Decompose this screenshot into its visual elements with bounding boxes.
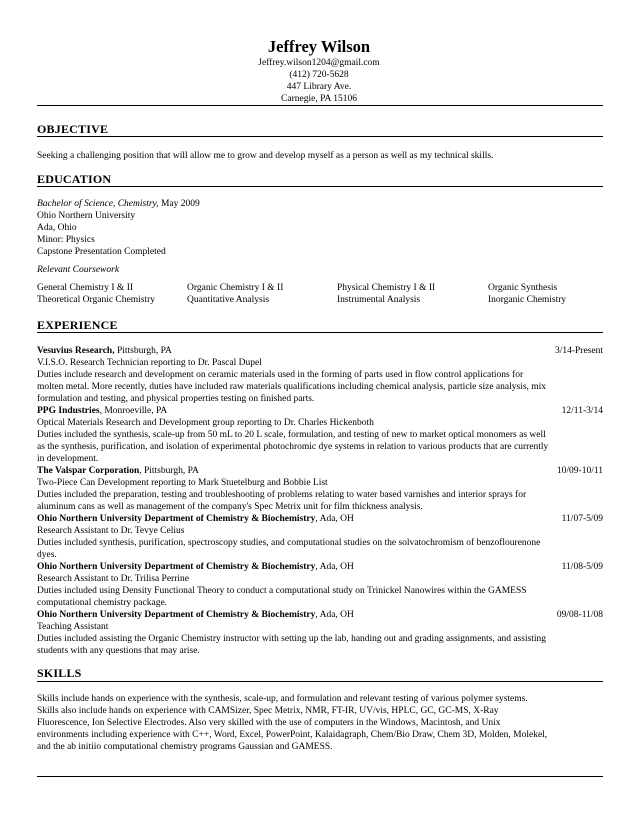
job-desc-line: Duties included synthesis, purification, spectroscopy studies, and computational studies on the solvatochromism of benzoflourenone — [37, 538, 541, 548]
job-desc-line: students with any questions that may arise. — [37, 646, 200, 656]
contact-phone: (412) 720-5628 — [289, 70, 349, 80]
job-desc-line: Duties included assisting the Organic Chemistry instructor with setting up the lab, handing out and grading assignments, and assisting — [37, 634, 547, 644]
coursework-title: Relevant Coursework — [37, 265, 120, 275]
job-entry — [37, 513, 603, 561]
job-desc-line: Duties included the synthesis, scale-up from 50 mL to 20 L scale, formulation, and testing of new to market optical monomers as well — [37, 430, 546, 440]
minor: Minor: Physics — [37, 235, 95, 245]
job-entry — [37, 465, 603, 513]
course-item: Inorganic Chemistry — [488, 295, 567, 305]
job-location: , Ada, OH — [315, 610, 354, 620]
course-item: Organic Chemistry I & II — [187, 283, 284, 293]
contact-city: Carnegie, PA 15106 — [281, 94, 357, 104]
degree-title: Bachelor of Science, Chemistry, — [37, 199, 159, 209]
school-location: Ada, Ohio — [37, 223, 77, 233]
job-header — [37, 405, 603, 417]
job-role: Research Assistant to Dr. Trilisa Perrine — [37, 574, 189, 584]
job-employer: Vesuvius Research, — [37, 346, 115, 356]
course-item: General Chemistry I & II — [37, 283, 134, 293]
job-date: 11/08-5/09 — [561, 562, 603, 572]
job-role: Teaching Assistant — [37, 622, 109, 632]
contact-block — [0, 57, 638, 105]
skills-line: environments including experience with C++, Word, Excel, PowerPoint, Kalaidagraph, Chem/Bio Draw, Chem 3D, Molden, Molekel, — [37, 730, 548, 740]
job-desc-line: as the synthesis, purification, and isolation of experimental photochromic dye systems in relation to various products that are currently — [37, 442, 549, 452]
job-desc-line: Duties included using Density Functional Theory to conduct a computational study on Trinickel Nanowires within the GAMESS — [37, 586, 527, 596]
education-block — [37, 198, 603, 276]
education-divider — [37, 186, 603, 187]
candidate-name: Jeffrey Wilson — [267, 37, 371, 56]
job-employer: Ohio Northern University Department of Chemistry & Biochemistry — [37, 562, 316, 572]
header-divider — [37, 105, 603, 106]
job-location: Pittsburgh, PA — [114, 346, 172, 356]
job-entry — [37, 405, 603, 465]
course-row — [37, 294, 603, 306]
job-desc-line: in development. — [37, 454, 99, 464]
job-employer: Ohio Northern University Department of Chemistry & Biochemistry — [37, 610, 316, 620]
job-role: Two-Piece Can Development reporting to Mark Stuetelburg and Bobbie List — [37, 478, 328, 488]
job-employer: PPG Industries — [37, 406, 100, 416]
coursework-grid — [37, 282, 603, 306]
experience-title: EXPERIENCE — [37, 318, 118, 332]
school-name: Ohio Northern University — [37, 211, 136, 221]
skills-title: SKILLS — [37, 666, 82, 680]
experience-block — [37, 345, 603, 657]
job-entry — [37, 345, 603, 405]
job-desc-line: formulation and testing, and physical properties testing on finished parts. — [37, 394, 315, 404]
objective-text — [37, 150, 603, 162]
job-date: 10/09-10/11 — [556, 466, 603, 476]
job-desc-line: Duties include research and development on ceramic materials used in the forming of parts used in flow control applications for — [37, 370, 524, 380]
job-location: , Ada, OH — [315, 514, 354, 524]
job-employer: Ohio Northern University Department of Chemistry & Biochemistry — [37, 514, 316, 524]
contact-address: 447 Library Ave. — [286, 82, 352, 92]
experience-divider — [37, 332, 603, 333]
skills-line: Skills also include hands on experience with CAMSizer, Spec Metrix, NMR, FT-IR, UV/vis, HPLC, GC, GC-MS, X-Ray — [37, 706, 499, 716]
skills-line: Skills include hands on experience with the synthesis, scale-up, and formulation and relevant testing of various polymer systems. — [37, 694, 528, 704]
job-location: , Pittsburgh, PA — [139, 466, 199, 476]
skills-line: and the ab initiio computational chemistry programs Gaussian and GAMESS. — [37, 742, 333, 752]
job-header — [37, 465, 603, 477]
course-item: Quantitative Analysis — [187, 295, 270, 305]
degree-line — [37, 198, 603, 210]
contact-email: Jeffrey.wilson1204@gmail.com — [258, 58, 380, 68]
job-desc-line: dyes. — [37, 550, 57, 560]
job-header — [37, 561, 603, 573]
capstone: Capstone Presentation Completed — [37, 247, 166, 257]
course-item: Instrumental Analysis — [337, 295, 421, 305]
job-header — [37, 609, 603, 621]
job-date: 09/08-11/08 — [556, 610, 603, 620]
job-location: , Monroeville, PA — [99, 406, 168, 416]
course-item: Organic Synthesis — [488, 283, 558, 293]
job-employer: The Valspar Corporation — [37, 466, 140, 476]
job-desc-line: molten metal. More recently, duties have included raw materials qualifications including chemical analysis, particle size analysis, mix — [37, 382, 547, 392]
course-item: Physical Chemistry I & II — [337, 283, 436, 293]
skills-divider — [37, 681, 603, 682]
objective-divider — [37, 136, 603, 137]
job-date: 11/07-5/09 — [561, 514, 603, 524]
course-item: Theoretical Organic Chemistry — [37, 295, 156, 305]
job-role: Optical Materials Research and Development group reporting to Dr. Charles Hickenboth — [37, 418, 374, 428]
education-title: EDUCATION — [37, 172, 112, 186]
course-row — [37, 282, 603, 294]
degree-date: May 2009 — [161, 199, 200, 209]
job-header — [37, 345, 603, 357]
objective-title: OBJECTIVE — [37, 122, 109, 136]
job-entry — [37, 609, 603, 657]
job-location: , Ada, OH — [315, 562, 354, 572]
job-entry — [37, 561, 603, 609]
job-role: V.I.S.O. Research Technician reporting to Dr. Pascal Dupel — [37, 358, 262, 368]
job-desc-line: aluminum cans as well as management of the company's Spec Metrix unit for film thickness analysis. — [37, 502, 423, 512]
skills-block — [37, 693, 603, 753]
skills-line: Fluorescence, Ion Selective Electrodes. Also very skilled with the use of computers in the Windows, Macintosh, and Unix — [37, 718, 501, 728]
job-desc-line: Duties included the preparation, testing and troubleshooting of problems relating to water based varnishes and interior sprays for — [37, 490, 527, 500]
job-date: 3/14-Present — [554, 346, 603, 356]
job-role: Research Assistant to Dr. Tevye Celius — [37, 526, 185, 536]
footer-divider — [37, 776, 603, 777]
job-header — [37, 513, 603, 525]
job-date: 12/11-3/14 — [561, 406, 603, 416]
job-desc-line: computational chemistry package. — [37, 598, 168, 608]
objective-line: Seeking a challenging position that will allow me to grow and develop myself as a person as well as my technical skills. — [37, 151, 494, 161]
